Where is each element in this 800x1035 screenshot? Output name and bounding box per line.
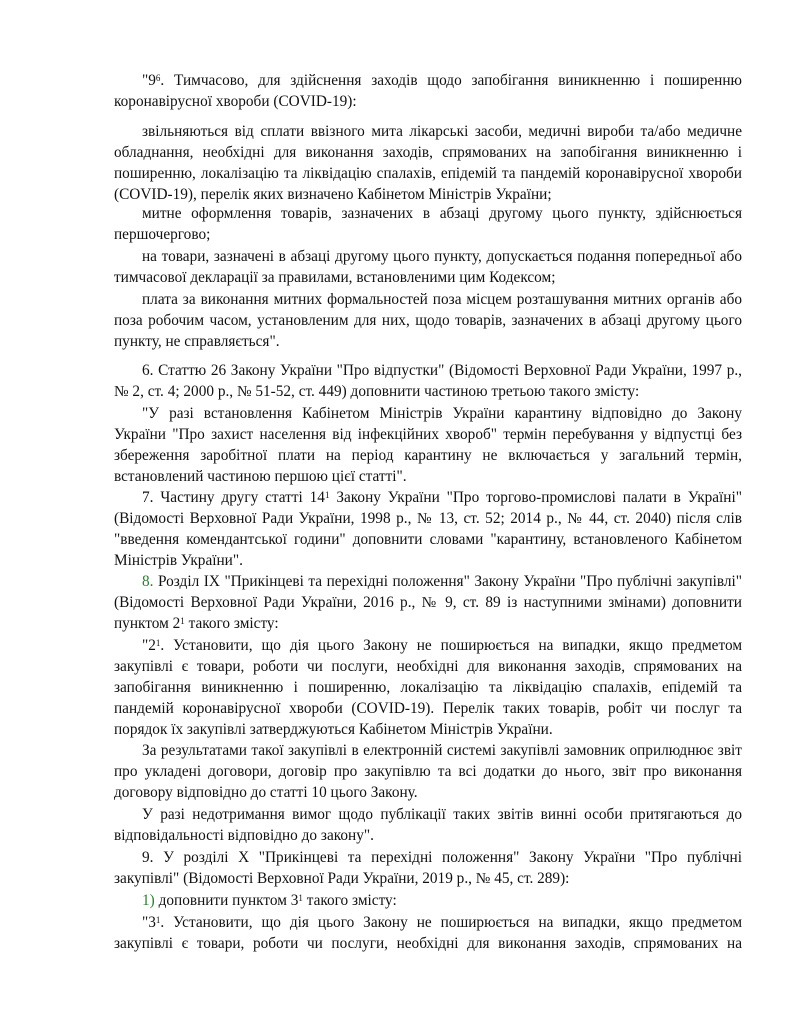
text-line: порядок їх закупівлі затверджуються Кабінетом Міністрів України. bbox=[114, 721, 553, 738]
superscript: 6 bbox=[155, 73, 161, 83]
text-line: За результатами такої закупівлі в електронній системі закупівлі замовник оприлюднює звіт bbox=[142, 742, 742, 759]
text-line: (Відомості Верховної Ради України, 1998 р., № 13, ст. 52; 2014 р., № 44, ст. 2040) після слів bbox=[114, 510, 742, 527]
superscript: 1 bbox=[155, 638, 161, 648]
text-line: № 2, ст. 4; 2000 р., № 51-52, ст. 449) доповнити частиною третьою такого змісту: bbox=[114, 383, 640, 400]
text-line: 6. Статтю 26 Закону України "Про відпустки" (Відомості Верховної Ради України, 1997 р., bbox=[142, 362, 742, 379]
text-line: збереження заробітної плати на період карантину не включається у загальний термін, bbox=[114, 447, 742, 464]
text-line: митне оформлення товарів, зазначених в абзаці другому цього пункту, здійснюється bbox=[142, 205, 742, 222]
paragraph-duty-exemption bbox=[114, 121, 742, 205]
text-line: "$3^1$. Установити, що дія цього Закону не поширюється на випадки, якщо предметом bbox=[142, 914, 742, 931]
paragraph-preliminary-declaration bbox=[114, 246, 742, 288]
text-line: закупівлі є товари, роботи чи послуги, необхідні для виконання заходів, спрямованих на bbox=[114, 658, 742, 675]
paragraph-liability bbox=[114, 804, 742, 846]
superscript: 1 bbox=[298, 893, 303, 903]
item-number-8: 8. bbox=[142, 573, 154, 590]
text-line: закупівлі" (Відомості Верховної Ради України, 2019 р., № 45, ст. 289): bbox=[114, 870, 570, 887]
text-line: поширенню, локалізацію та ліквідацію спалахів, епідемій та пандемій коронавірусної хвороби bbox=[114, 165, 742, 182]
text-line: закупівлі є товари, роботи чи послуги, необхідні для виконання заходів, спрямованих на bbox=[114, 935, 742, 952]
paragraph-item-8 bbox=[114, 571, 742, 634]
superscript: 1 bbox=[155, 915, 161, 925]
text-line: першочергово; bbox=[114, 226, 211, 243]
text-line: (COVID-19), перелік яких визначено Кабінетом Міністрів України; bbox=[114, 186, 552, 203]
paragraph-2-1-quote bbox=[114, 635, 742, 740]
text-line: (Відомості Верховної Ради України, 2016 р., № 9, ст. 89 із наступними змінами) доповнити bbox=[114, 594, 742, 611]
text-line: пандемій коронавірусної хвороби (COVID-19). Перелік таких товарів, робіт чи послуг та bbox=[114, 700, 742, 717]
text-line: встановлений частиною першою цієї статті". bbox=[114, 468, 407, 485]
superscript: 1 bbox=[180, 616, 185, 626]
text-line: 8. Розділ IX "Прикінцеві та перехідні положення" Закону України "Про публічні закупівлі" bbox=[142, 573, 742, 590]
text-line: запобігання виникненню і поширенню, локалізацію та ліквідацію спалахів, епідемій та bbox=[114, 679, 742, 696]
text-line: Міністрів України". bbox=[114, 552, 243, 569]
text-line: коронавірусної хвороби (COVID-19): bbox=[114, 93, 357, 110]
paragraph-item-7 bbox=[114, 487, 742, 571]
text-line: договору відповідно до статті 10 цього Закону. bbox=[114, 784, 418, 801]
paragraph-9-6-intro bbox=[114, 70, 742, 112]
text-line: України "Про захист населення від інфекційних хвороб" термін перебування у відпустці без bbox=[114, 426, 742, 443]
text-line: звільняються від сплати ввізного мита лікарські засоби, медичні вироби та/або медичне bbox=[142, 123, 742, 140]
text-line: пунктом $2^1$ такого змісту: bbox=[114, 615, 279, 632]
paragraph-item-6 bbox=[114, 360, 742, 402]
text-line: пункту, не справляється". bbox=[114, 333, 280, 350]
paragraph-procurement-report bbox=[114, 740, 742, 803]
text-line: відповідальності відповідно до закону". bbox=[114, 827, 374, 844]
text-line: поза робочим часом, установленим для них, щодо товарів, зазначених в абзаці другому цього bbox=[114, 312, 742, 329]
text-line: 7. Частину другу статті $14^1$ Закону України "Про торгово-промислові палати в Україні" bbox=[142, 489, 742, 506]
paragraph-item-9 bbox=[114, 847, 742, 889]
superscript: 1 bbox=[324, 490, 330, 500]
paragraph-formalities-fee bbox=[114, 289, 742, 352]
text-line: "$9^6$. Тимчасово, для здійснення заходів щодо запобігання виникненню і поширенню bbox=[142, 72, 742, 89]
paragraph-priority-clearance bbox=[114, 203, 742, 245]
text-line: "$2^1$. Установити, що дія цього Закону не поширюється на випадки, якщо предметом bbox=[142, 637, 742, 654]
text-line: тимчасової декларації за правилами, встановленими цим Кодексом; bbox=[114, 269, 556, 286]
text-line: У разі недотримання вимог щодо публікації таких звітів винні особи притягаються до bbox=[142, 806, 742, 823]
text-line: обладнання, необхідні для виконання заходів, спрямованих на запобігання виникненню і bbox=[114, 144, 742, 161]
paragraph-subitem-1 bbox=[114, 890, 742, 911]
paragraph-vacation-quote bbox=[114, 403, 742, 487]
subitem-number-1: 1) bbox=[142, 892, 155, 909]
text-line: плата за виконання митних формальностей поза місцем розташування митних органів або bbox=[142, 291, 742, 308]
text-line: про укладені договори, договір про закупівлю та всі додатки до нього, звіт про виконання bbox=[114, 763, 742, 780]
text-line: 9. У розділі X "Прикінцеві та перехідні положення" Закону України "Про публічні bbox=[142, 849, 742, 866]
text-line: "У разі встановлення Кабінетом Міністрів України карантину відповідно до Закону bbox=[142, 405, 742, 422]
text-line: на товари, зазначені в абзаці другому цього пункту, допускається подання попередньої або bbox=[142, 248, 742, 265]
paragraph-3-1-quote bbox=[114, 912, 742, 954]
text-line: "введення комендантської години" доповнити словами "карантину, встановленого Кабінетом bbox=[114, 531, 742, 548]
text-line: 1) доповнити пунктом $3^1$ такого змісту: bbox=[142, 892, 397, 909]
